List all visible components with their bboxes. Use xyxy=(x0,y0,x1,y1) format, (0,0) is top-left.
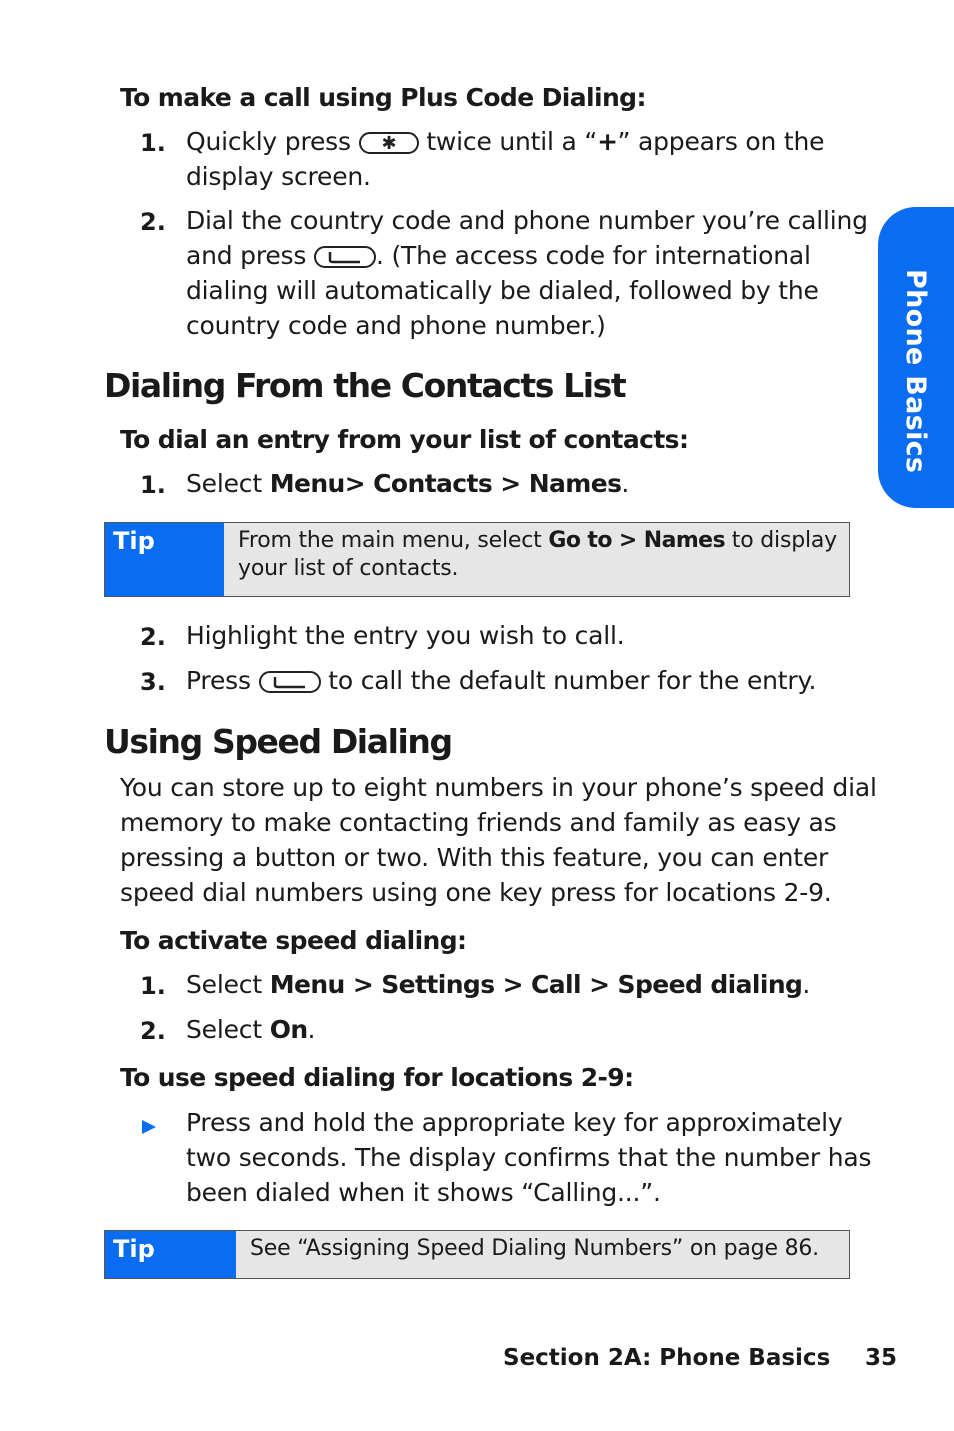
tip-text: From the main menu, select Go to > Names to display your list of contacts. xyxy=(238,528,837,581)
step-number: 1. xyxy=(140,972,166,1000)
step-number: 2. xyxy=(140,208,166,236)
contacts-lead: To dial an entry from your list of contacts: xyxy=(120,425,689,454)
contacts-step-1: Select Menu> Contacts > Names. xyxy=(186,469,630,498)
step-number: 3. xyxy=(140,668,166,696)
tip-label: Tip xyxy=(105,1231,236,1278)
footer-section: Section 2A: Phone Basics xyxy=(503,1345,831,1371)
plus-step-1: Quickly press ✱ twice until a “+” appears on the display screen. xyxy=(186,127,825,191)
speed-bullet-text: Press and hold the appropriate key for approximately two seconds. The display confirms that the number has been dialed when it shows “Calling...”. xyxy=(186,1108,872,1207)
speed-step-2: Select On. xyxy=(186,1015,316,1044)
step-number: 1. xyxy=(140,471,166,499)
tip-box xyxy=(104,522,850,597)
step-number: 2. xyxy=(140,623,166,651)
plus-step-2: Dial the country code and phone number you’re calling and press . (The access code for international dialing will automatically be dialed, followed by the country code and phone number.) xyxy=(186,206,868,340)
tip-label: Tip xyxy=(105,523,224,596)
bullet-arrow-icon xyxy=(140,1118,158,1140)
side-tab-label: Phone Basics xyxy=(900,269,931,474)
step-number: 2. xyxy=(140,1017,166,1045)
contacts-step-2: Highlight the entry you wish to call. xyxy=(186,621,625,650)
speed-lead-activate: To activate speed dialing: xyxy=(120,926,467,955)
talk-key-icon xyxy=(259,671,321,693)
speed-lead-use: To use speed dialing for locations 2-9: xyxy=(120,1063,634,1092)
svg-text:✱: ✱ xyxy=(381,134,397,152)
speed-paragraph: You can store up to eight numbers in your phone’s speed dial memory to make contacting friends and family as easy as pressing a button or two. With this feature, you can enter speed dial numbers using one key press for locations 2-9. xyxy=(120,773,877,907)
tip-text: See “Assigning Speed Dialing Numbers” on page 86. xyxy=(250,1236,819,1261)
contacts-step-3: Press to call the default number for the entry. xyxy=(186,666,817,695)
section-side-tab xyxy=(878,207,954,508)
contacts-heading: Dialing From the Contacts List xyxy=(104,366,626,405)
speed-step-1: Select Menu > Settings > Call > Speed dialing. xyxy=(186,970,811,999)
talk-key-icon xyxy=(314,246,376,268)
tip-box xyxy=(104,1230,850,1279)
star-key-icon xyxy=(359,132,419,154)
page-number: 35 xyxy=(865,1345,898,1371)
step-number: 1. xyxy=(140,129,166,157)
speed-heading: Using Speed Dialing xyxy=(104,722,452,761)
plus-code-lead: To make a call using Plus Code Dialing: xyxy=(120,83,646,112)
